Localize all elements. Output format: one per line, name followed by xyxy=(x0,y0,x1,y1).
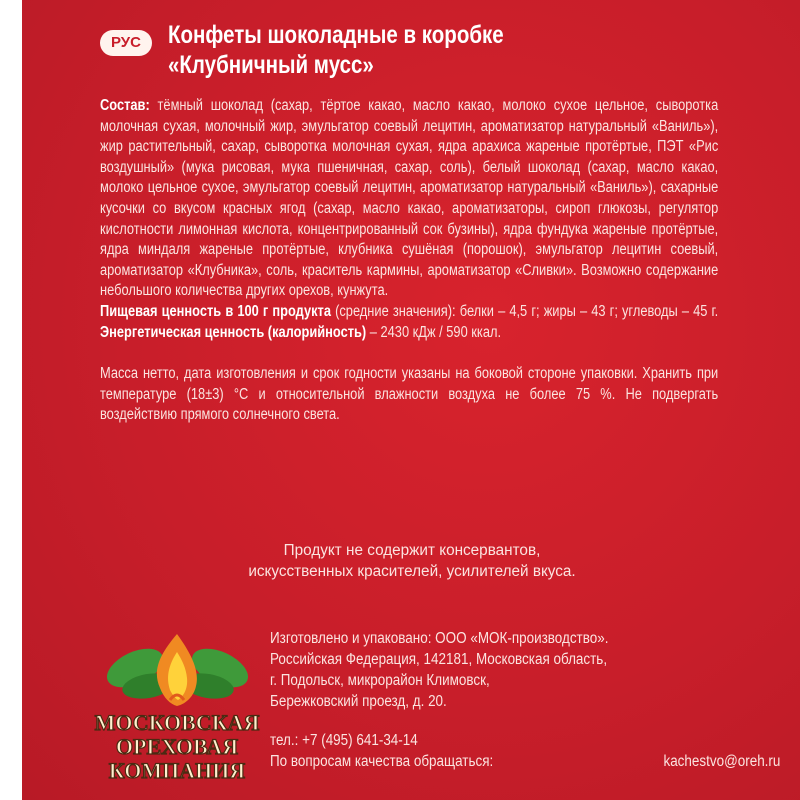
manufacturer-line-3: г. Подольск, микрорайон Климовск, xyxy=(270,672,490,689)
contacts-block xyxy=(270,730,780,772)
manufacturer-line-2: Российская Федерация, 142181, Московская область, xyxy=(270,651,608,668)
product-title-line-1: Конфеты шоколадные в коробке xyxy=(168,21,504,49)
composition-text: тёмный шоколад (сахар, тёртое какао, масло какао, молоко сухое цельное, сыворотка молочная сухая, молочный жир, эмульгатор соевый лецитин, ароматизатор натуральный «Ваниль»), жир растительный, сахар, сыворотка молочная сухая, ядра арахиса жареные протёртые, ПЭТ «Рис воздушный» (мука рисовая, мука пшеничная, сахар, соль), белый шоколад (сахар, масло какао, молоко цельное сухое, эмульгатор соевый лецитин, ароматизатор натуральный «Ваниль»), сахарные кусочки со вкусом красных ягод (сахар, масло какао, ароматизаторы, сироп глюкозы, регулятор кислотности лимонная кислота, концентрированный сок бузины), ядра фундука жареные протёртые, ядра миндаля жареные протёртые, клубника сушёная (порошок), эмульгатор лецитин соевый, ароматизатор «Клубника», соль, краситель кармины, ароматизатор «Сливки». Возможно содержание небольшого количества других орехов, кунжута. xyxy=(100,97,719,300)
phone-line: тел.: +7 (495) 641-34-14 xyxy=(270,732,418,749)
company-logo xyxy=(90,630,265,785)
energy-label: Энергетическая ценность (калорийность) xyxy=(100,323,367,341)
nutrition-values: (средние значения): белки – 4,5 г; жиры – 43 г; углеводы – 45 г. xyxy=(335,302,719,320)
label-body xyxy=(100,96,718,426)
logo-text-line-3: КОМПАНИЯ xyxy=(108,758,246,783)
quality-email: kachestvo@oreh.ru xyxy=(663,753,781,770)
nutrition-paragraph xyxy=(100,302,718,343)
logo-text-line-2: ОРЕХОВАЯ xyxy=(115,734,239,759)
no-additives-line-1: Продукт не содержит консервантов, xyxy=(283,542,541,559)
product-label-panel xyxy=(22,0,800,800)
manufacturer-line-1: Изготовлено и упаковано: ООО «МОК-производство». xyxy=(270,630,609,647)
logo-text-line-1: МОСКОВСКАЯ xyxy=(94,710,260,735)
no-additives-line-2: искусственных красителей, усилителей вкуса. xyxy=(248,563,576,580)
energy-value: – 2430 кДж / 590 ккал. xyxy=(369,323,502,341)
product-title xyxy=(168,20,504,80)
nutrition-label: Пищевая ценность в 100 г продукта xyxy=(100,302,331,320)
manufacturer-block xyxy=(270,628,728,712)
quality-contact-label: По вопросам качества обращаться: xyxy=(270,753,494,770)
storage-paragraph: Масса нетто, дата изготовления и срок годности указаны на боковой стороне упаковки. Хранить при температуре (18±3) °С и относительной влажности воздуха не более 75 %. Не подвергать воздействию прямого солнечного света. xyxy=(100,365,719,424)
language-badge: РУС xyxy=(100,30,152,56)
composition-label: Состав: xyxy=(100,97,150,114)
product-title-line-2: «Клубничный мусс» xyxy=(168,51,374,79)
composition-paragraph xyxy=(100,96,718,302)
no-additives-note xyxy=(112,540,712,582)
manufacturer-line-4: Бережковский проезд, д. 20. xyxy=(270,693,447,710)
quality-contact-row xyxy=(270,751,780,772)
